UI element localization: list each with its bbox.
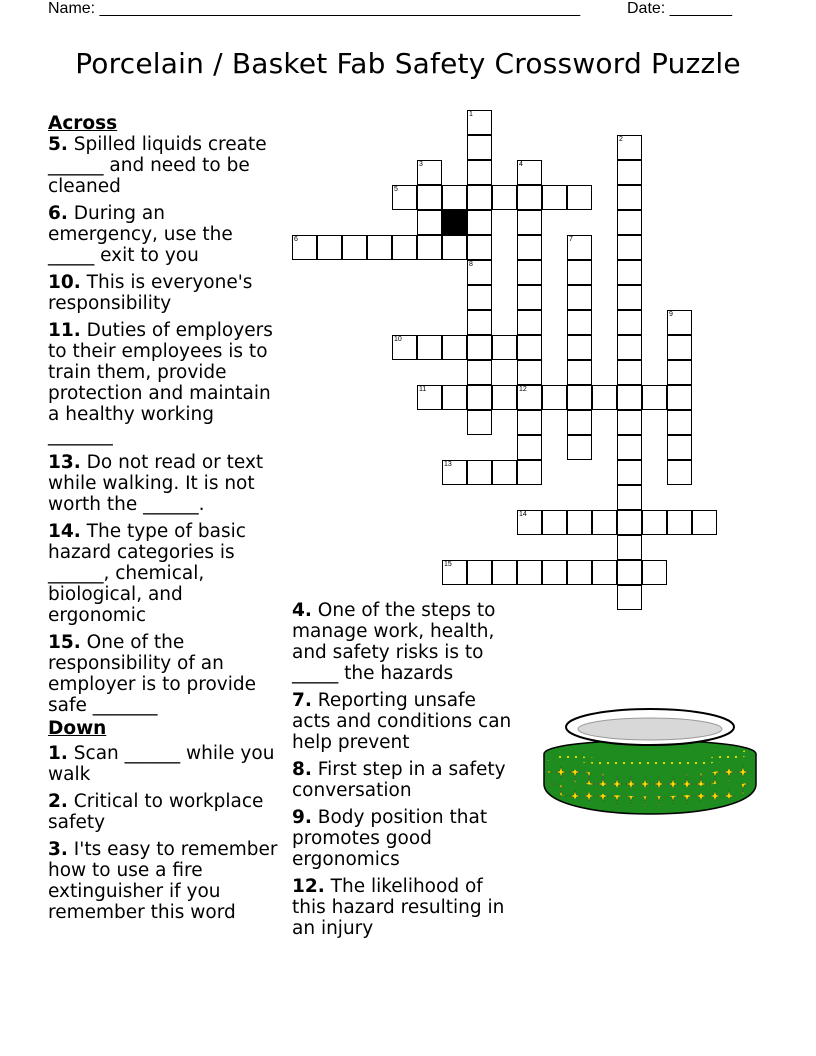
name-field-label[interactable]: Name: ______________________________________________________ [48, 0, 581, 17]
grid-cell[interactable] [567, 310, 592, 335]
grid-cell[interactable] [517, 560, 542, 585]
grid-cell[interactable] [617, 235, 642, 260]
clue-down-9: 9. Body position that promotes good ergonomics [292, 807, 488, 870]
clue-number: 7 [569, 236, 573, 243]
down-heading: Down [48, 718, 107, 739]
grid-cell[interactable] [567, 510, 592, 535]
date-field-label[interactable]: Date: _______ [627, 0, 732, 17]
grid-cell[interactable] [567, 235, 592, 260]
grid-cell[interactable] [417, 385, 442, 410]
grid-cell[interactable] [417, 160, 442, 185]
grid-cell[interactable] [617, 460, 642, 485]
grid-cell[interactable] [517, 410, 542, 435]
clues-right-column [292, 600, 517, 945]
clue-down-2: 2. Critical to workplace safety [48, 791, 264, 833]
clue-across-14: 14. The type of basic hazard categories is ______, chemical, biological, and ergonomic [48, 521, 246, 626]
grid-cell[interactable] [467, 310, 492, 335]
grid-cell[interactable] [692, 510, 717, 535]
clue-across-11: 11. Duties of employers to their employees is to train them, provide protection and maintain a healthy working _______ [48, 320, 273, 446]
grid-cell[interactable] [417, 210, 442, 235]
grid-cell[interactable] [417, 185, 442, 210]
clue-down-4: 4. One of the steps to manage work, health, and safety risks is to _____ the hazards [292, 600, 496, 684]
grid-cell[interactable] [467, 160, 492, 185]
grid-cell[interactable] [642, 385, 667, 410]
clue-number: 10 [394, 336, 402, 343]
grid-cell[interactable] [617, 560, 642, 585]
grid-cell[interactable] [567, 385, 592, 410]
grid-cell[interactable] [392, 235, 417, 260]
clue-down-1: 1. Scan ______ while you walk [48, 743, 275, 785]
across-heading: Across [48, 113, 118, 134]
clue-number: 14 [519, 511, 527, 518]
grid-cell[interactable] [567, 335, 592, 360]
grid-cell[interactable] [517, 235, 542, 260]
grid-cell[interactable] [617, 385, 642, 410]
clue-number: 8 [469, 261, 473, 268]
grid-cell[interactable] [542, 560, 567, 585]
grid-cell[interactable] [542, 385, 567, 410]
grid-cell[interactable] [517, 185, 542, 210]
grid-cell[interactable] [567, 410, 592, 435]
grid-cell[interactable] [617, 160, 642, 185]
grid-cell[interactable] [492, 385, 517, 410]
grid-cell[interactable] [467, 135, 492, 160]
grid-cell[interactable] [467, 260, 492, 285]
grid-cell[interactable] [492, 560, 517, 585]
grid-cell[interactable] [542, 185, 567, 210]
grid-cell[interactable] [667, 360, 692, 385]
grid-cell[interactable] [392, 185, 417, 210]
grid-cell[interactable] [517, 510, 542, 535]
grid-cell[interactable] [442, 460, 467, 485]
grid-cell[interactable] [567, 560, 592, 585]
clues-left-column [48, 113, 280, 929]
grid-cell[interactable] [542, 510, 567, 535]
grid-cell[interactable] [492, 185, 517, 210]
grid-cell[interactable] [617, 410, 642, 435]
grid-cell[interactable] [342, 235, 367, 260]
clue-number: 4 [519, 161, 523, 168]
grid-cell[interactable] [392, 335, 417, 360]
grid-cell[interactable] [517, 385, 542, 410]
grid-cell[interactable] [442, 385, 467, 410]
grid-cell[interactable] [667, 460, 692, 485]
clue-number: 2 [619, 136, 623, 143]
grid-cell[interactable] [417, 335, 442, 360]
grid-cell[interactable] [667, 335, 692, 360]
grid-cell[interactable] [667, 310, 692, 335]
grid-cell[interactable] [617, 135, 642, 160]
grid-cell[interactable] [617, 360, 642, 385]
clue-down-7: 7. Reporting unsafe acts and conditions can help prevent [292, 690, 512, 753]
grid-cell[interactable] [467, 110, 492, 135]
grid-cell[interactable] [517, 435, 542, 460]
grid-cell[interactable] [467, 235, 492, 260]
grid-cell[interactable] [467, 185, 492, 210]
grid-cell[interactable] [517, 360, 542, 385]
clue-down-12: 12. The likelihood of this hazard resulting in an injury [292, 876, 505, 939]
page-title: Porcelain / Basket Fab Safety Crossword Puzzle [75, 47, 741, 80]
grid-cell[interactable] [617, 435, 642, 460]
grid-cell[interactable] [517, 285, 542, 310]
grid-cell[interactable] [492, 460, 517, 485]
grid-cell[interactable] [642, 510, 667, 535]
clue-number: 13 [444, 461, 452, 468]
clue-number: 11 [419, 386, 427, 393]
grid-cell[interactable] [467, 210, 492, 235]
grid-cell[interactable] [467, 560, 492, 585]
grid-cell[interactable] [567, 185, 592, 210]
grid-cell[interactable] [517, 260, 542, 285]
clue-number: 15 [444, 561, 452, 568]
grid-cell[interactable] [517, 210, 542, 235]
clue-number: 9 [669, 311, 673, 318]
grid-cell[interactable] [517, 160, 542, 185]
grid-cell[interactable] [617, 260, 642, 285]
clue-down-8: 8. First step in a safety conversation [292, 759, 506, 801]
grid-cell[interactable] [617, 485, 642, 510]
grid-cell[interactable] [617, 335, 642, 360]
header [48, 0, 748, 20]
grid-cell[interactable] [567, 260, 592, 285]
grid-cell[interactable] [667, 385, 692, 410]
grid-cell[interactable] [592, 510, 617, 535]
grid-cell[interactable] [467, 285, 492, 310]
clue-number: 5 [394, 186, 398, 193]
grid-cell[interactable] [467, 385, 492, 410]
grid-cell[interactable] [567, 285, 592, 310]
grid-cell[interactable] [367, 235, 392, 260]
clue-number: 12 [519, 386, 527, 393]
clue-number: 6 [294, 236, 298, 243]
basket-icon [540, 706, 760, 826]
grid-cell[interactable] [617, 285, 642, 310]
grid-cell[interactable] [417, 235, 442, 260]
grid-cell[interactable] [567, 435, 592, 460]
grid-cell[interactable] [617, 210, 642, 235]
grid-cell[interactable] [517, 335, 542, 360]
grid-cell[interactable] [667, 510, 692, 535]
grid-cell[interactable] [642, 560, 667, 585]
grid-cell[interactable] [617, 535, 642, 560]
grid-cell[interactable] [667, 410, 692, 435]
grid-cell[interactable] [467, 335, 492, 360]
grid-cell[interactable] [317, 235, 342, 260]
grid-cell[interactable] [617, 510, 642, 535]
grid-cell[interactable] [442, 185, 467, 210]
clue-across-13: 13. Do not read or text while walking. It is not worth the ______. [48, 452, 264, 515]
grid-cell[interactable] [617, 185, 642, 210]
grid-cell[interactable] [442, 235, 467, 260]
clue-across-6: 6. During an emergency, use the _____ exit to you [48, 203, 233, 266]
clue-number: 3 [419, 161, 423, 168]
grid-cell[interactable] [517, 310, 542, 335]
grid-cell[interactable] [567, 360, 592, 385]
grid-cell[interactable] [592, 385, 617, 410]
grid-cell[interactable] [517, 460, 542, 485]
clue-across-10: 10. This is everyone's responsibility [48, 272, 253, 314]
grid-cell[interactable] [442, 335, 467, 360]
grid-block [442, 210, 467, 235]
clue-across-5: 5. Spilled liquids create ______ and need to be cleaned [48, 134, 267, 197]
clue-across-15: 15. One of the responsibility of an employer is to provide safe _______ [48, 632, 257, 716]
grid-cell[interactable] [467, 360, 492, 385]
grid-cell[interactable] [467, 460, 492, 485]
grid-cell[interactable] [467, 410, 492, 435]
clue-down-3: 3. I'ts easy to remember how to use a fire extinguisher if you remember this word [48, 839, 278, 923]
grid-cell[interactable] [617, 585, 642, 610]
grid-cell[interactable] [442, 560, 467, 585]
grid-cell[interactable] [492, 335, 517, 360]
grid-cell[interactable] [592, 560, 617, 585]
grid-cell[interactable] [292, 235, 317, 260]
clue-number: 1 [469, 111, 473, 118]
grid-cell[interactable] [617, 310, 642, 335]
grid-cell[interactable] [667, 435, 692, 460]
